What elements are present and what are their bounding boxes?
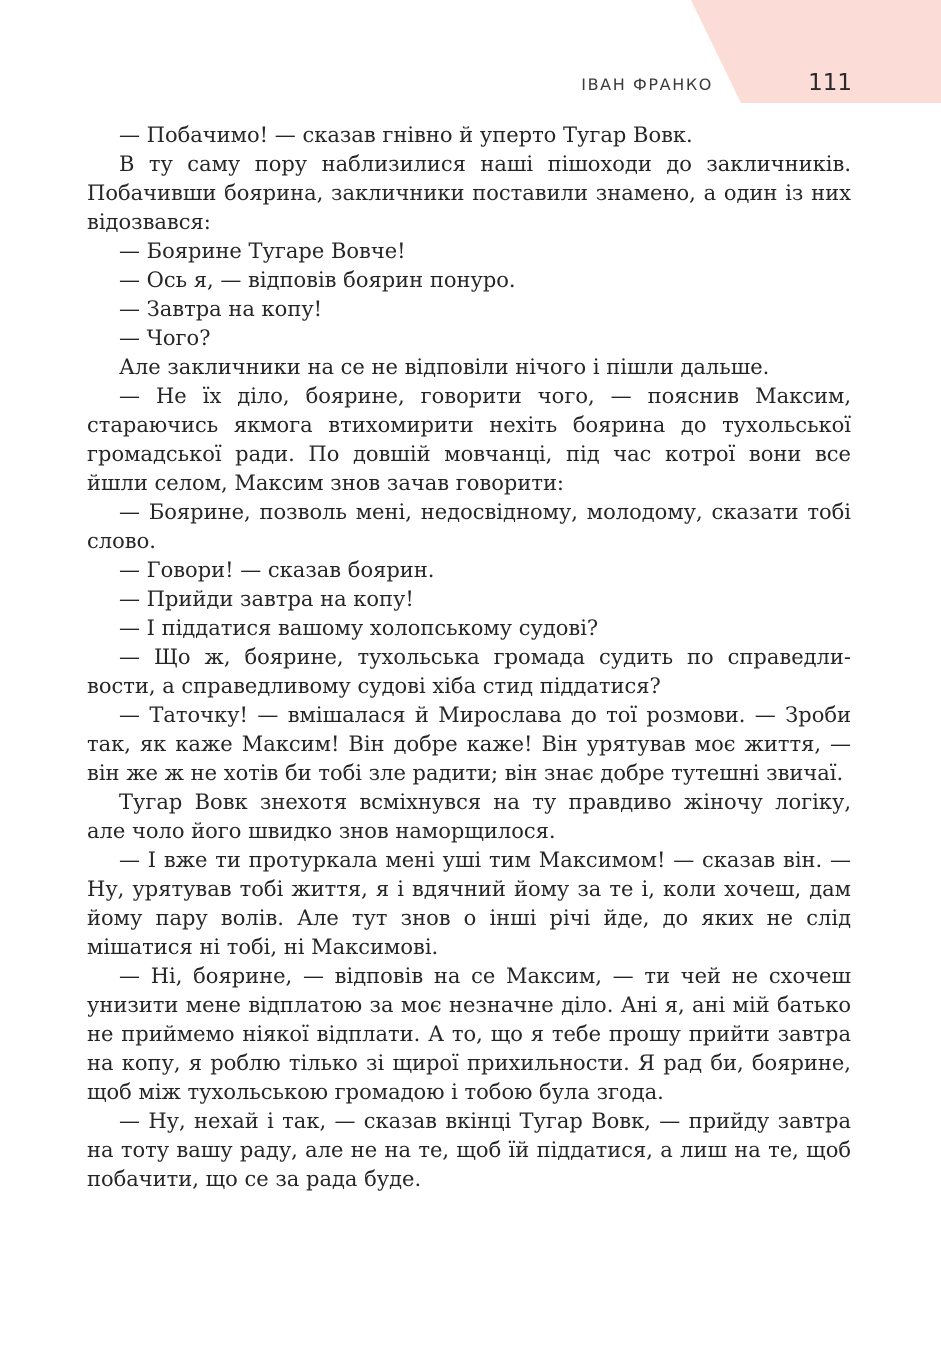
paragraph: — Побачимо! — сказав гнівно й уперто Тугар Вовк. (119, 123, 693, 147)
paragraph: — Чого? (119, 326, 211, 350)
page-number: 111 (808, 70, 852, 96)
body-text (87, 121, 851, 1194)
paragraph: — Говори! — сказав боярин. (119, 558, 435, 582)
paragraph: — Ось я, — відповів боярин понуро. (119, 268, 516, 292)
paragraph: — І піддатися вашому холопському судові? (119, 616, 599, 640)
paragraph: — Ну, нехай і так, — сказав вкінці Тугар Вовк, — прийду завтра на тоту вашу раду, але не на те, щоб їй піддатися, а лиш на те, щоб побачити, що се за рада буде. (87, 1109, 851, 1191)
paragraph: — Бояринe Тугаре Вовче! (119, 239, 406, 263)
paragraph: В ту саму пору наблизилися наші пішоходи до закличників. Побачивши боярина, закличники поставили знамено, а один із них відозвався: (87, 152, 851, 234)
paragraph: — Що ж, боярине, тухольська громада судить по справедливости, а справедливому судові хіба стид піддатися? (87, 645, 851, 698)
paragraph: — Не їх діло, боярине, говорити чого, — пояснив Максим, стараючись якмога втихомирити нехіть боярина до тухольської громадської ради. По довшій мовчанці, під час котрої вони все йшли селом, Максим знов зачав говорити: (87, 384, 851, 495)
paragraph: — Таточку! — вмішалася й Мирослава до тої розмови. — Зроби так, як каже Максим! Він добре каже! Він урятував моє життя, — він же ж не хотів би тобі зле радити; він знає добре тутешні звичаї. (87, 703, 851, 785)
paragraph: — Прийди завтра на копу! (119, 587, 414, 611)
paragraph: Тугар Вовк знехотя всміхнувся на ту правдиво жіночу логіку, але чоло його швидко знов наморщилося. (87, 790, 851, 843)
paragraph: Але закличники на се не відповіли нічого і пішли дальше. (119, 355, 770, 379)
paragraph: — Боярине, позволь мені, недосвідному, молодому, сказати тобі слово. (87, 500, 851, 553)
paragraph: — Ні, боярине, — відповів на се Максим, — ти чей не схочеш унизити мене відплатою за моє незначне діло. Ані я, ані мій батько не приймемо ніякої відплати. А то, що я тебе прошу прийти завтра на копу, я роблю тілько зі щирої прихильности. Я рад би, боярине, щоб між тухольською громадою і тобою була згода. (87, 964, 851, 1104)
paragraph: — І вже ти протуркала мені уші тим Максимом! — сказав він. — Ну, урятував тобі життя, я і вдячний йому за те і, коли хочеш, дам йому пару волів. Але тут знов о інші річі йде, до яких не слід мішатися ні тобі, ні Максимові. (87, 848, 851, 959)
paragraph: — Завтра на копу! (119, 297, 323, 321)
running-head: ІВАН ФРАНКО (581, 75, 713, 94)
